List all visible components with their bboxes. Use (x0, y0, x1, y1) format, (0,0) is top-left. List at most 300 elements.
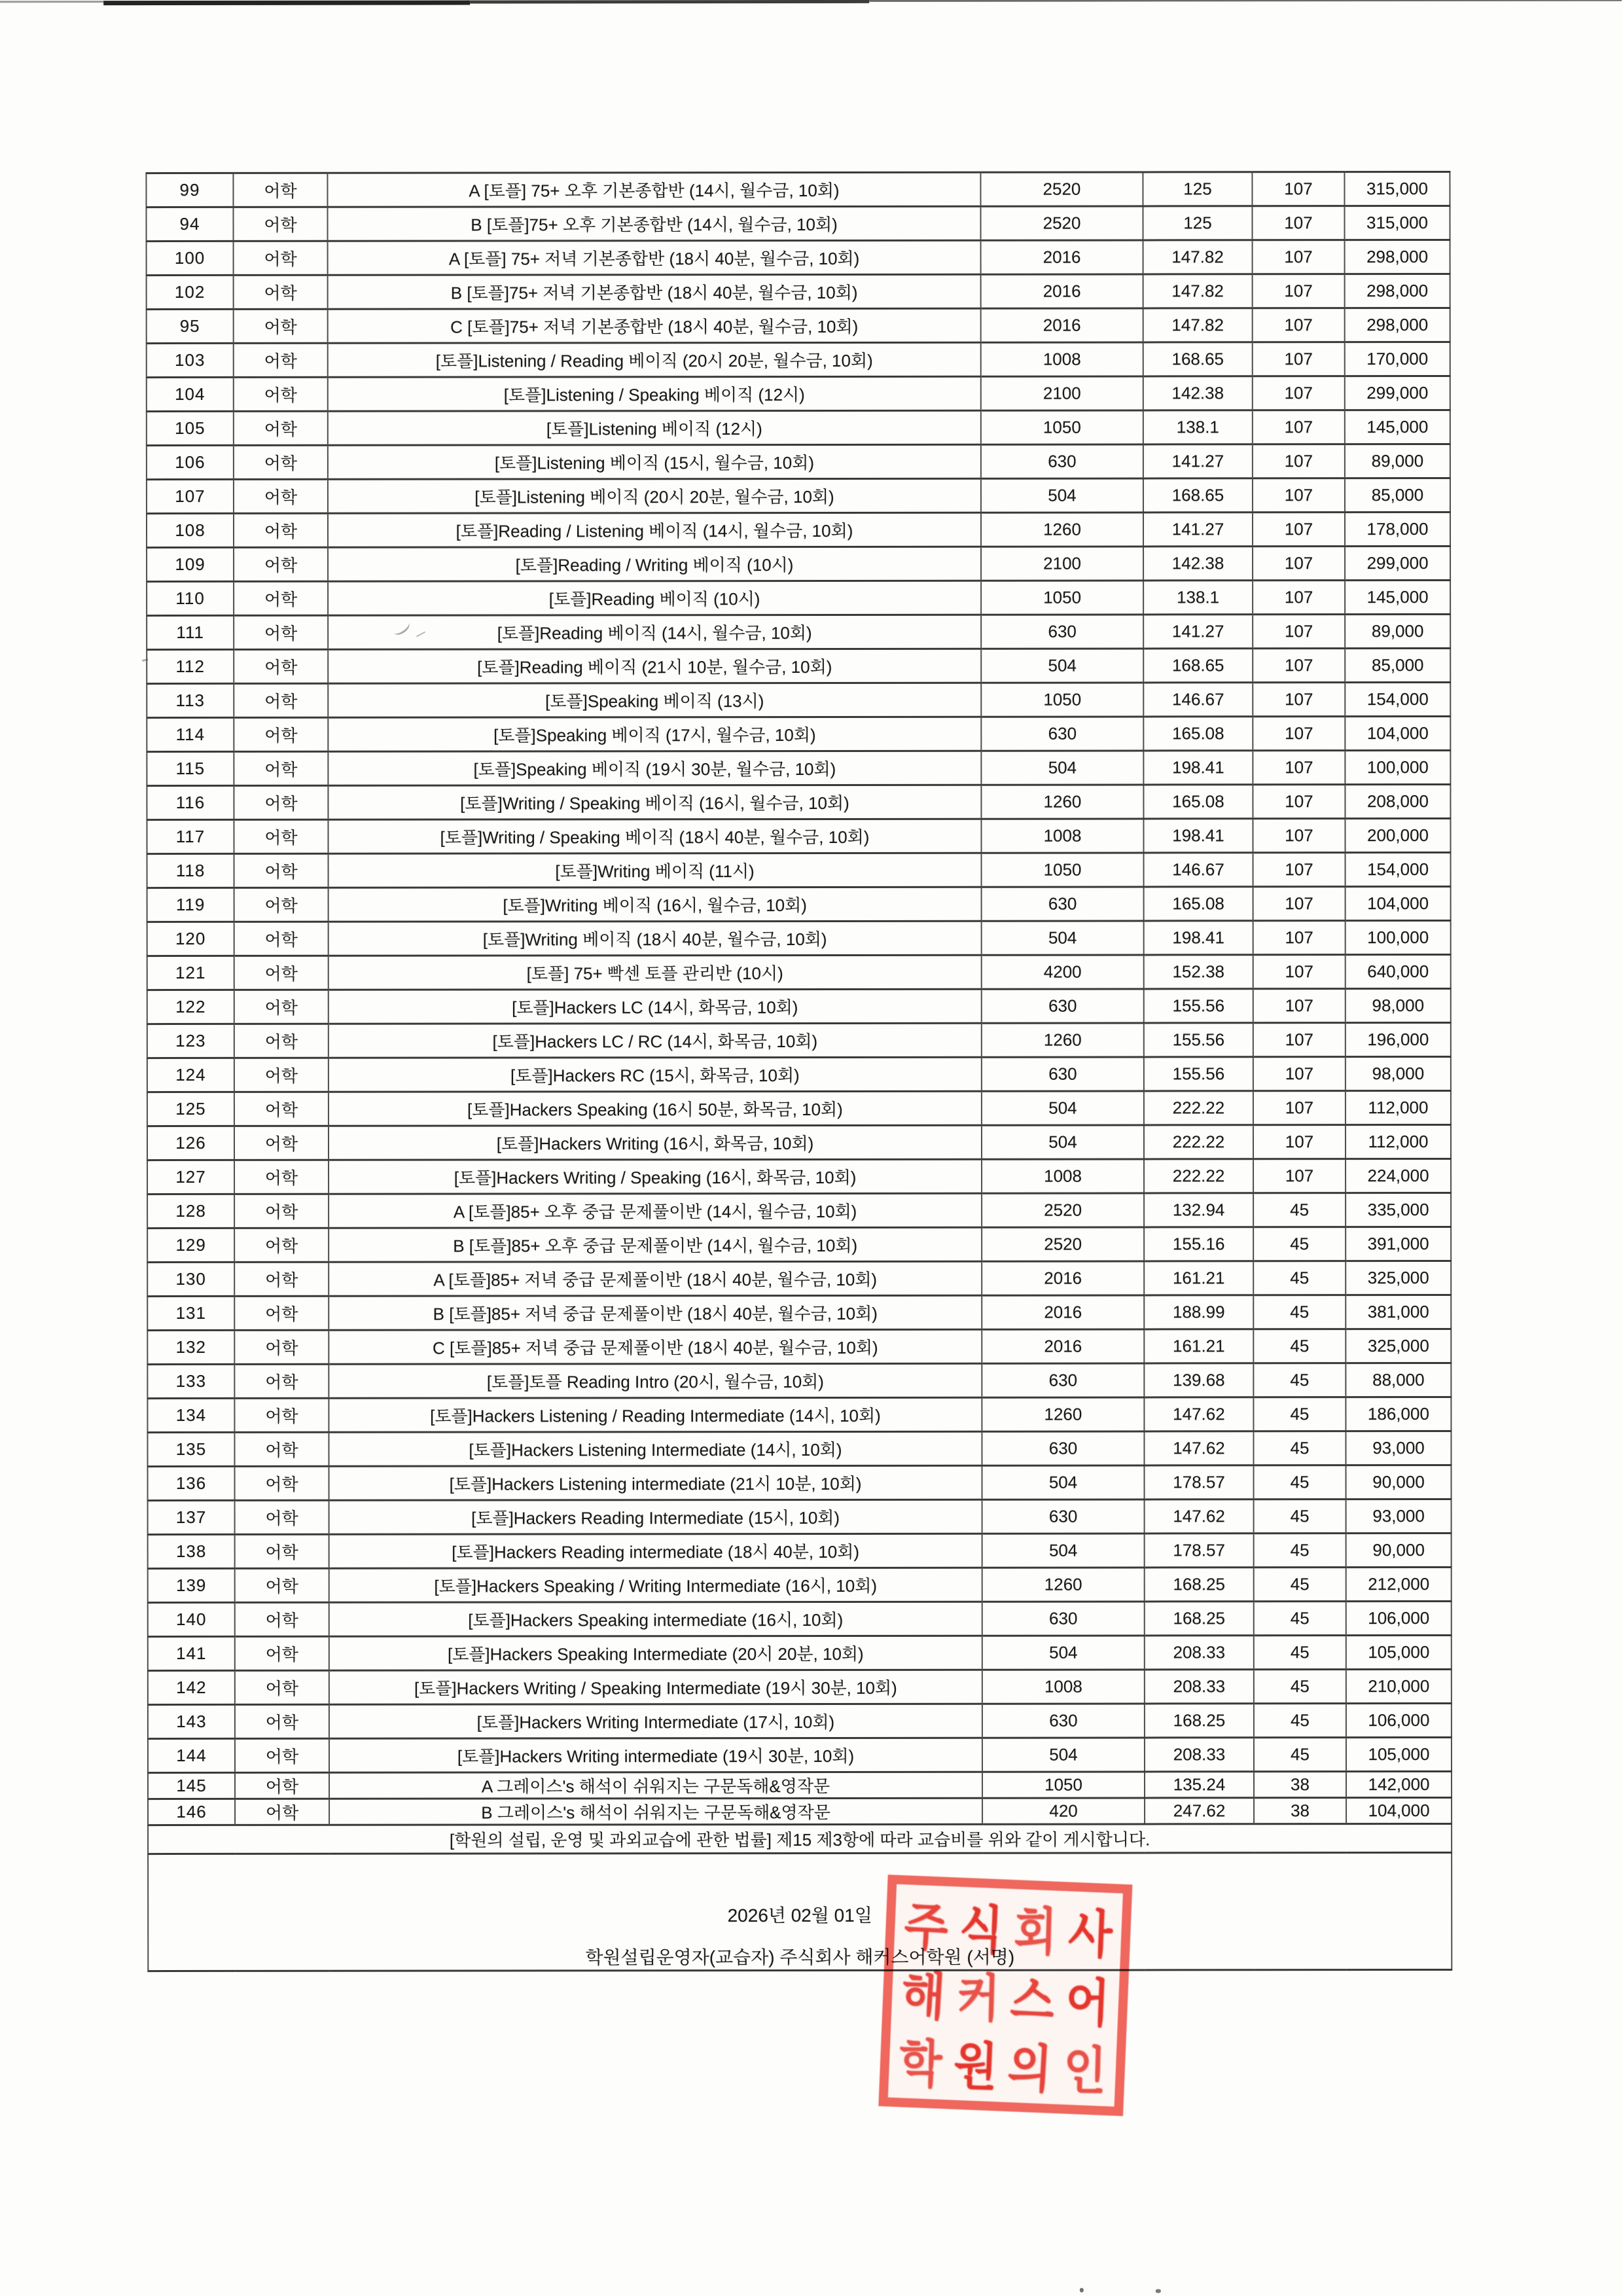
cell-fee: 89,000 (1345, 614, 1450, 648)
cell-minutes: 1008 (982, 1670, 1145, 1704)
table-row (148, 1465, 1452, 1500)
cell-no: 134 (147, 1398, 234, 1432)
cell-course: A [토플] 75+ 저녁 기본종합반 (18시 40분, 월수금, 10회) (328, 240, 981, 275)
cell-fee: 105,000 (1346, 1635, 1452, 1669)
cell-minutes: 1008 (982, 1159, 1144, 1193)
cell-no: 120 (147, 922, 234, 956)
cell-minutes: 2016 (982, 1295, 1144, 1329)
cell-course: A [토플] 75+ 오후 기본종합반 (14시, 월수금, 10회) (327, 172, 980, 207)
table-row (148, 1737, 1452, 1772)
cell-category: 어학 (234, 888, 329, 922)
cell-fee: 315,000 (1344, 206, 1450, 240)
cell-fee: 98,000 (1346, 1056, 1451, 1090)
cell-minutes: 1260 (982, 1397, 1144, 1431)
cell-category: 어학 (234, 1398, 329, 1432)
cell-sessions: 107 (1253, 683, 1345, 717)
cell-category: 어학 (234, 956, 329, 990)
cell-no: 103 (147, 343, 234, 377)
cell-course: [토플]Hackers Listening intermediate (21시 10분, 10회) (329, 1465, 982, 1500)
cell-per_minute: 165.08 (1143, 785, 1253, 819)
cell-sessions: 45 (1254, 1534, 1346, 1568)
cell-minutes: 504 (982, 1125, 1144, 1159)
cell-per_minute: 247.62 (1145, 1798, 1254, 1824)
cell-per_minute: 138.1 (1143, 410, 1253, 444)
cell-category: 어학 (233, 173, 327, 207)
cell-course: A [토플]85+ 오후 중급 문제풀이반 (14시, 월수금, 10회) (329, 1193, 982, 1228)
cell-minutes: 2520 (982, 1227, 1144, 1261)
table-row (148, 1533, 1452, 1568)
cell-course: [토플]Speaking 베이직 (13시) (328, 683, 981, 717)
cell-minutes: 504 (982, 1465, 1145, 1499)
cell-sessions: 45 (1254, 1636, 1346, 1670)
cell-course: A 그레이스's 해석이 쉬워지는 구문독해&영작문 (329, 1772, 982, 1799)
cell-sessions: 45 (1254, 1602, 1346, 1636)
cell-category: 어학 (234, 717, 328, 751)
cell-no: 138 (148, 1534, 235, 1568)
scan-edge-artifact (470, 0, 869, 4)
cell-minutes: 630 (982, 887, 1144, 921)
table-row (147, 444, 1450, 479)
cell-per_minute: 155.56 (1144, 989, 1253, 1023)
table-row (147, 308, 1450, 343)
corporate-seal-stamp (878, 1874, 1132, 2116)
table-row (148, 1703, 1452, 1738)
cell-per_minute: 198.41 (1143, 819, 1253, 853)
cell-category: 어학 (234, 615, 328, 649)
cell-course: [토플]Hackers Writing (16시, 화목금, 10회) (329, 1125, 982, 1160)
cell-fee: 106,000 (1346, 1601, 1452, 1635)
cell-category: 어학 (234, 547, 328, 581)
seal-character-grid (888, 1884, 1123, 2107)
cell-course: [토플]Writing 베이직 (16시, 월수금, 10회) (329, 887, 982, 922)
cell-course: [토플]Listening 베이직 (20시 20분, 월수금, 10회) (328, 478, 981, 513)
cell-minutes: 630 (981, 444, 1143, 478)
cell-sessions: 45 (1254, 1568, 1346, 1602)
cell-course: [토플]Speaking 베이직 (17시, 월수금, 10회) (328, 717, 981, 751)
cell-category: 어학 (235, 1670, 329, 1704)
cell-no: 124 (147, 1058, 234, 1092)
cell-sessions: 107 (1253, 921, 1346, 955)
cell-fee: 105,000 (1346, 1737, 1452, 1771)
cell-fee: 142,000 (1346, 1771, 1452, 1797)
cell-category: 어학 (234, 1228, 329, 1262)
cell-course: [토플]Reading 베이직 (21시 10분, 월수금, 10회) (328, 649, 981, 683)
cell-minutes: 504 (982, 1636, 1145, 1670)
cell-sessions: 45 (1254, 1704, 1346, 1738)
cell-category: 어학 (235, 1466, 329, 1500)
cell-sessions: 45 (1253, 1397, 1346, 1431)
cell-category: 어학 (235, 1534, 329, 1568)
cell-sessions: 38 (1254, 1772, 1346, 1798)
cell-fee: 325,000 (1346, 1329, 1451, 1363)
cell-category: 어학 (235, 1738, 329, 1772)
cell-course: [토플]Writing / Speaking 베이직 (18시 40분, 월수금, 10회) (328, 819, 981, 853)
cell-minutes: 1260 (982, 1023, 1144, 1057)
table-row (148, 1771, 1452, 1799)
cell-per_minute: 138.1 (1143, 581, 1253, 615)
cell-no: 114 (147, 717, 234, 751)
scan-speck (1080, 2288, 1084, 2293)
cell-sessions: 107 (1253, 819, 1345, 853)
table-row (147, 750, 1450, 785)
cell-sessions: 107 (1253, 649, 1345, 683)
cell-course: [토플]Hackers RC (15시, 화목금, 10회) (329, 1057, 982, 1092)
operator-signature-line: 학원설립운영자(교습자) 주식회사 해커스어학원 (서명) (585, 1946, 1015, 1968)
cell-category: 어학 (234, 1432, 329, 1466)
cell-sessions: 107 (1252, 172, 1344, 206)
cell-per_minute: 147.62 (1144, 1431, 1253, 1465)
cell-no: 94 (146, 207, 233, 241)
cell-sessions: 45 (1253, 1329, 1346, 1363)
cell-no: 140 (148, 1602, 235, 1636)
cell-category: 어학 (234, 1058, 329, 1092)
cell-category: 어학 (234, 411, 328, 445)
cell-course: [토플]Listening 베이직 (15시, 월수금, 10회) (328, 444, 981, 479)
cell-course: [토플] 75+ 빡센 토플 관리반 (10시) (329, 955, 982, 990)
cell-course: [토플]Writing / Speaking 베이직 (16시, 월수금, 10회) (328, 785, 981, 819)
cell-category: 어학 (234, 479, 328, 513)
cell-category: 어학 (234, 1092, 329, 1126)
cell-sessions: 107 (1253, 240, 1345, 274)
cell-no: 108 (147, 513, 234, 547)
seal-character: 사 (1067, 1905, 1113, 1965)
cell-minutes: 630 (982, 1431, 1144, 1465)
cell-category: 어학 (234, 309, 328, 343)
table-row (147, 1329, 1451, 1364)
cell-no: 95 (147, 309, 234, 343)
cell-category: 어학 (234, 581, 328, 615)
cell-fee: 299,000 (1345, 376, 1450, 410)
cell-fee: 89,000 (1345, 444, 1450, 478)
cell-category: 어학 (234, 751, 328, 785)
cell-no: 110 (147, 581, 234, 615)
table-row (146, 206, 1450, 241)
cell-no: 107 (147, 479, 234, 513)
cell-minutes: 2520 (982, 1193, 1144, 1227)
cell-minutes: 504 (981, 751, 1143, 785)
cell-minutes: 2016 (981, 274, 1143, 308)
cell-no: 102 (147, 275, 234, 309)
cell-category: 어학 (234, 1364, 329, 1398)
notice-row (148, 1823, 1452, 1854)
cell-no: 99 (146, 173, 233, 207)
cell-course: B [토플]85+ 오후 중급 문제풀이반 (14시, 월수금, 10회) (329, 1227, 982, 1262)
cell-minutes: 420 (982, 1798, 1145, 1824)
cell-category: 어학 (235, 1799, 329, 1825)
table-row (147, 1363, 1451, 1398)
cell-no: 122 (147, 990, 234, 1024)
cell-fee: 104,000 (1346, 886, 1451, 920)
cell-fee: 154,000 (1345, 682, 1450, 716)
cell-course: [토플]Reading / Writing 베이직 (10시) (328, 547, 981, 581)
table-row (147, 1193, 1451, 1228)
cell-per_minute: 178.57 (1145, 1534, 1254, 1568)
cell-no: 135 (147, 1432, 234, 1466)
cell-no: 127 (147, 1160, 234, 1194)
cell-no: 106 (147, 445, 234, 479)
cell-category: 어학 (234, 683, 328, 717)
table-row (147, 342, 1450, 377)
cell-sessions: 107 (1253, 1125, 1346, 1159)
cell-sessions: 107 (1253, 410, 1345, 444)
cell-course: [토플]Hackers Listening / Reading Intermediate (14시, 10회) (329, 1397, 982, 1432)
tuition-fee-table (145, 171, 1452, 1972)
cell-course: [토플]Listening 베이직 (12시) (328, 410, 981, 445)
cell-per_minute: 147.82 (1143, 240, 1253, 274)
cell-no: 117 (147, 819, 234, 853)
cell-minutes: 504 (982, 921, 1144, 955)
cell-fee: 100,000 (1346, 920, 1451, 954)
cell-no: 115 (147, 751, 234, 785)
table-row (147, 1158, 1451, 1194)
cell-minutes: 1050 (981, 683, 1143, 717)
cell-category: 어학 (234, 343, 328, 377)
cell-sessions: 45 (1254, 1499, 1346, 1534)
cell-per_minute: 168.65 (1143, 649, 1253, 683)
cell-per_minute: 168.65 (1143, 478, 1253, 512)
seal-character: 스 (1008, 1970, 1056, 2032)
cell-per_minute: 198.41 (1144, 921, 1253, 955)
cell-no: 109 (147, 547, 234, 581)
cell-course: [토플]Writing 베이직 (18시 40분, 월수금, 10회) (329, 921, 982, 956)
cell-category: 어학 (234, 649, 328, 683)
cell-per_minute: 178.57 (1145, 1465, 1254, 1499)
seal-character: 원 (952, 2037, 999, 2098)
cell-category: 어학 (233, 207, 327, 241)
cell-course: [토플]Reading 베이직 (10시) (328, 581, 981, 615)
seal-character: 커 (955, 1969, 1001, 2030)
cell-fee: 145,000 (1345, 580, 1450, 614)
cell-fee: 298,000 (1345, 274, 1450, 308)
cell-no: 111 (147, 615, 234, 649)
cell-course: C [토플]85+ 저녁 중급 문제풀이반 (18시 40분, 월수금, 10회) (329, 1329, 982, 1364)
seal-character: 학 (899, 2035, 943, 2096)
cell-category: 어학 (234, 1194, 329, 1228)
cell-minutes: 630 (982, 1499, 1145, 1534)
table-row (147, 1261, 1451, 1296)
issue-date: 2026년 02월 01일 (727, 1905, 872, 1926)
scan-edge-artifact (869, 0, 1622, 2)
cell-minutes: 1050 (981, 410, 1143, 444)
cell-minutes: 1260 (982, 1568, 1145, 1602)
cell-course: [토플]Hackers LC / RC (14시, 화목금, 10회) (329, 1023, 982, 1058)
cell-category: 어학 (234, 513, 328, 547)
cell-fee: 196,000 (1346, 1022, 1451, 1056)
fee-table-footer (148, 1823, 1452, 1971)
cell-no: 119 (147, 888, 234, 922)
cell-sessions: 107 (1253, 785, 1345, 819)
table-row (147, 1295, 1451, 1330)
cell-per_minute: 168.65 (1143, 342, 1253, 376)
cell-sessions: 107 (1253, 615, 1345, 649)
cell-per_minute: 208.33 (1145, 1670, 1254, 1704)
cell-sessions: 107 (1252, 206, 1344, 240)
cell-per_minute: 208.33 (1145, 1738, 1254, 1772)
cell-fee: 212,000 (1346, 1567, 1452, 1601)
cell-category: 어학 (234, 922, 329, 956)
cell-sessions: 45 (1253, 1261, 1346, 1295)
cell-fee: 325,000 (1346, 1261, 1451, 1295)
cell-fee: 93,000 (1346, 1431, 1451, 1465)
cell-sessions: 107 (1253, 887, 1346, 921)
cell-no: 141 (148, 1636, 235, 1670)
scan-edge-artifact (103, 1, 470, 6)
cell-sessions: 107 (1253, 581, 1345, 615)
legal-notice-text: [학원의 설립, 운영 및 과외교습에 관한 법률] 제15 제3항에 따라 교습비를 위와 같이 게시합니다. (148, 1823, 1452, 1854)
table-row (147, 1397, 1451, 1432)
seal-character: 인 (1062, 2041, 1107, 2102)
cell-fee: 106,000 (1346, 1703, 1452, 1737)
cell-course: [토플]Hackers Writing intermediate (19시 30분, 10회) (329, 1738, 982, 1772)
cell-course: [토플]Hackers Speaking Intermediate (20시 20분, 10회) (329, 1636, 982, 1670)
cell-minutes: 2100 (981, 547, 1143, 581)
cell-fee: 178,000 (1345, 512, 1450, 546)
cell-no: 123 (147, 1024, 234, 1058)
cell-fee: 112,000 (1346, 1090, 1451, 1124)
cell-category: 어학 (234, 377, 328, 411)
cell-category: 어학 (235, 1636, 329, 1670)
cell-course: B [토플]75+ 오후 기본종합반 (14시, 월수금, 10회) (327, 206, 980, 241)
table-row (148, 1499, 1452, 1534)
cell-minutes: 1050 (982, 1772, 1145, 1798)
cell-course: [토플]Reading 베이직 (14시, 월수금, 10회) (328, 615, 981, 649)
cell-per_minute: 147.62 (1145, 1499, 1254, 1534)
cell-per_minute: 168.25 (1145, 1704, 1254, 1738)
cell-category: 어학 (235, 1568, 329, 1602)
cell-minutes: 1008 (981, 819, 1143, 853)
cell-category: 어학 (234, 853, 329, 888)
cell-minutes: 2016 (982, 1329, 1144, 1363)
cell-category: 어학 (234, 1296, 329, 1330)
table-row (147, 546, 1450, 581)
table-row (147, 614, 1450, 649)
cell-no: 144 (148, 1738, 235, 1772)
cell-sessions: 107 (1253, 717, 1345, 751)
cell-sessions: 107 (1253, 512, 1345, 547)
cell-sessions: 107 (1253, 444, 1345, 478)
cell-course: B [토플]75+ 저녁 기본종합반 (18시 40분, 월수금, 10회) (328, 274, 981, 309)
cell-per_minute: 146.67 (1143, 683, 1253, 717)
cell-per_minute: 147.82 (1143, 274, 1253, 308)
cell-course: [토플]Hackers Writing / Speaking Intermediate (19시 30분, 10회) (329, 1670, 982, 1704)
cell-no: 139 (148, 1568, 235, 1602)
cell-minutes: 504 (982, 1738, 1145, 1772)
cell-course: [토플]Hackers Writing Intermediate (17시, 10회) (329, 1704, 982, 1738)
cell-fee: 90,000 (1346, 1465, 1452, 1499)
cell-minutes: 630 (982, 1057, 1144, 1091)
cell-minutes: 504 (981, 478, 1143, 512)
cell-sessions: 107 (1253, 1023, 1346, 1057)
cell-per_minute: 168.25 (1145, 1568, 1254, 1602)
cell-no: 121 (147, 956, 234, 990)
cell-no: 146 (148, 1799, 235, 1825)
seal-character: 식 (957, 1900, 1004, 1962)
cell-sessions: 45 (1254, 1465, 1346, 1499)
seal-character: 의 (1006, 2039, 1054, 2101)
cell-sessions: 107 (1253, 376, 1345, 410)
cell-fee: 170,000 (1345, 342, 1450, 376)
cell-sessions: 107 (1253, 955, 1346, 989)
cell-sessions: 107 (1253, 1091, 1346, 1125)
cell-minutes: 2016 (981, 240, 1143, 274)
cell-course: [토플]Hackers Speaking / Writing Intermediate (16시, 10회) (329, 1568, 982, 1602)
table-row (147, 886, 1451, 922)
cell-sessions: 107 (1253, 1057, 1346, 1091)
cell-no: 137 (148, 1500, 235, 1534)
cell-course: [토플]Hackers Reading Intermediate (15시, 10회) (329, 1499, 982, 1534)
cell-per_minute: 146.67 (1144, 853, 1253, 887)
cell-minutes: 630 (981, 717, 1143, 751)
cell-fee: 104,000 (1345, 716, 1450, 750)
seal-character: 회 (1013, 1903, 1058, 1963)
table-row (147, 410, 1450, 445)
cell-fee: 88,000 (1346, 1363, 1451, 1397)
cell-fee: 298,000 (1345, 240, 1450, 274)
cell-no: 126 (147, 1126, 234, 1160)
cell-minutes: 1008 (981, 342, 1143, 376)
cell-no: 100 (147, 241, 234, 275)
cell-sessions: 107 (1253, 751, 1345, 785)
cell-category: 어학 (234, 785, 328, 819)
cell-fee: 640,000 (1346, 954, 1451, 988)
cell-no: 129 (147, 1228, 234, 1262)
cell-minutes: 2016 (982, 1261, 1144, 1295)
cell-minutes: 630 (981, 615, 1143, 649)
cell-minutes: 1050 (982, 853, 1144, 887)
table-row (147, 852, 1451, 888)
table-row (147, 682, 1450, 717)
table-row (147, 240, 1450, 275)
table-row (147, 920, 1451, 956)
cell-per_minute: 141.27 (1143, 512, 1253, 547)
cell-fee: 98,000 (1346, 988, 1451, 1022)
cell-fee: 154,000 (1346, 852, 1451, 886)
cell-sessions: 107 (1253, 342, 1345, 376)
cell-course: B 그레이스's 해석이 쉬워지는 구문독해&영작문 (329, 1798, 982, 1825)
cell-no: 104 (147, 377, 234, 411)
cell-fee: 224,000 (1346, 1158, 1451, 1193)
table-row (147, 376, 1450, 411)
cell-fee: 93,000 (1346, 1499, 1452, 1533)
cell-course: [토플]Reading / Listening 베이직 (14시, 월수금, 10회) (328, 512, 981, 547)
table-row (147, 1022, 1451, 1058)
cell-sessions: 107 (1253, 478, 1345, 512)
cell-no: 125 (147, 1092, 234, 1126)
cell-no: 142 (148, 1670, 235, 1704)
cell-minutes: 2100 (981, 376, 1143, 410)
table-row (147, 1124, 1451, 1160)
cell-category: 어학 (234, 275, 328, 309)
cell-no: 133 (147, 1364, 234, 1398)
cell-no: 131 (147, 1296, 234, 1330)
cell-per_minute: 155.16 (1144, 1227, 1253, 1261)
cell-fee: 186,000 (1346, 1397, 1451, 1431)
cell-fee: 90,000 (1346, 1533, 1452, 1567)
cell-sessions: 107 (1253, 1159, 1346, 1193)
cell-per_minute: 152.38 (1144, 955, 1253, 989)
cell-per_minute: 125 (1143, 172, 1252, 206)
cell-course: [토플]Hackers Speaking intermediate (16시, 10회) (329, 1602, 982, 1636)
cell-minutes: 630 (982, 1704, 1145, 1738)
cell-per_minute: 139.68 (1144, 1363, 1253, 1397)
cell-per_minute: 208.33 (1145, 1636, 1254, 1670)
table-row (147, 716, 1450, 751)
cell-sessions: 107 (1253, 853, 1346, 887)
cell-fee: 299,000 (1345, 546, 1450, 580)
cell-minutes: 630 (982, 989, 1144, 1023)
cell-per_minute: 155.56 (1144, 1057, 1253, 1091)
cell-per_minute: 222.22 (1144, 1091, 1253, 1125)
